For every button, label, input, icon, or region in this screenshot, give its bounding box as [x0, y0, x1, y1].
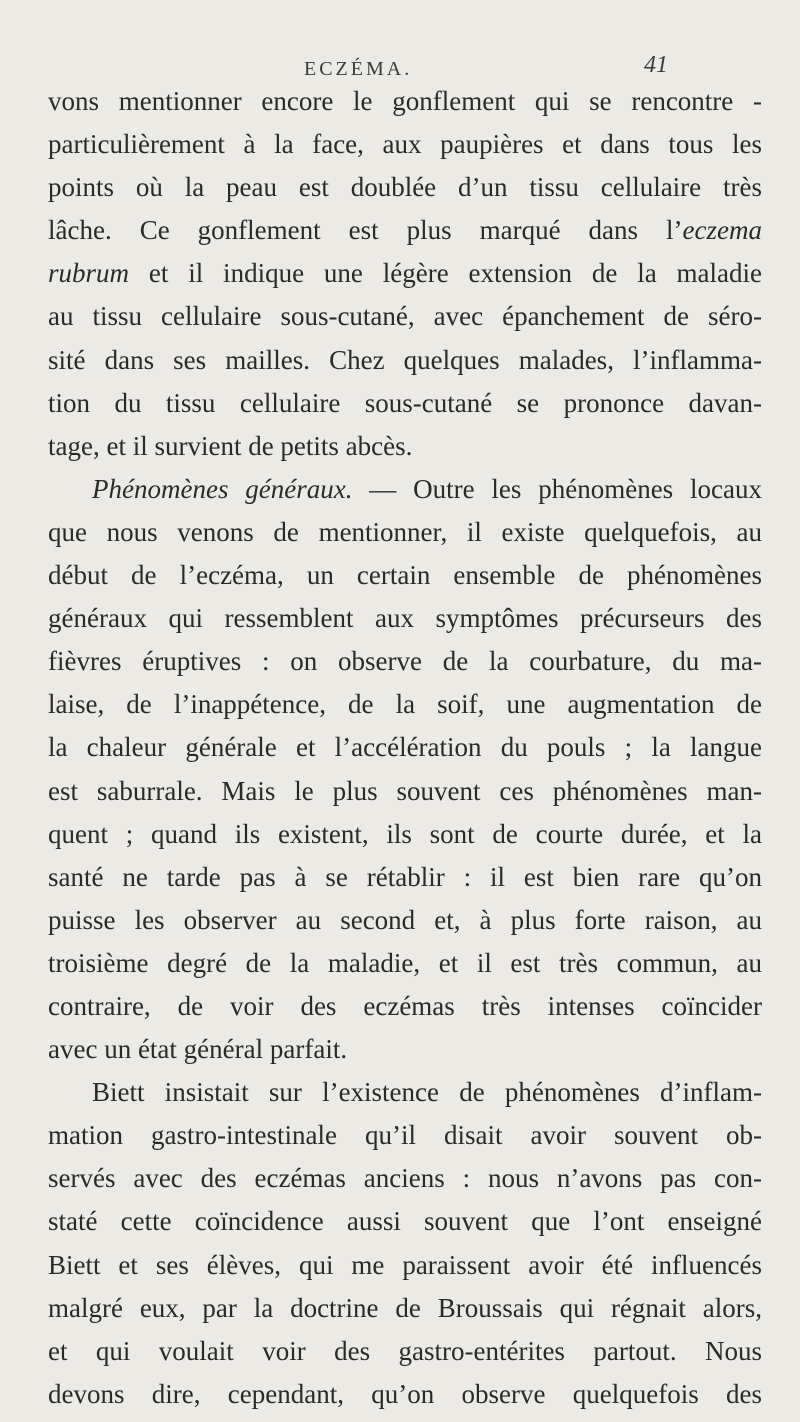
text-line: troisième degré de la maladie, et il est très commun, au: [48, 947, 762, 978]
text-line: est saburrale. Mais le plus souvent ces phénomènes man-: [48, 775, 762, 806]
text-line: staté cette coïncidence aussi souvent que l’ont enseigné: [48, 1206, 762, 1237]
text-line: Biett insistait sur l’existence de phénomènes d’inflam-: [92, 1077, 762, 1108]
text-line: devons dire, cependant, qu’on observe quelquefois des: [48, 1378, 762, 1409]
italic-term: eczema: [682, 215, 762, 246]
text-line: sité dans ses mailles. Chez quelques malades, l’inflamma-: [48, 344, 762, 375]
text-line: mation gastro-intestinale qu’il disait avoir souvent ob-: [48, 1120, 762, 1151]
text-line: fièvres éruptives : on observe de la courbature, du ma-: [48, 646, 762, 677]
text-line: tage, et il survient de petits abcès.: [48, 430, 413, 461]
text-line: quent ; quand ils existent, ils sont de courte durée, et la: [48, 818, 762, 849]
text-line: et qui voulait voir des gastro-entérites partout. Nous: [48, 1335, 762, 1366]
italic-term: rubrum: [48, 258, 130, 289]
text-line: laise, de l’inappétence, de la soif, une augmentation de: [48, 689, 762, 720]
text-line: la chaleur générale et l’accélération du pouls ; la langue: [48, 732, 762, 763]
text-line: généraux qui ressemblent aux symptômes précurseurs des: [48, 603, 762, 634]
page-number: 41: [644, 52, 668, 78]
section-heading: Phénomènes généraux.: [92, 473, 353, 504]
text-line: vons mentionner encore le gonflement qui se rencontre -: [48, 86, 762, 116]
text-line: malgré eux, par la doctrine de Broussais qui régnait alors,: [48, 1292, 762, 1323]
text-line: puisse les observer au second et, à plus forte raison, au: [48, 904, 762, 935]
text-line: au tissu cellulaire sous-cutané, avec épanchement de séro-: [48, 301, 762, 332]
text-line: Biett et ses élèves, qui me paraissent avoir été influencés: [48, 1249, 762, 1280]
body-text: [48, 80, 762, 1416]
text-line: tion du tissu cellulaire sous-cutané se prononce davan-: [48, 387, 762, 418]
text-line: avec un état général parfait.: [48, 1034, 348, 1065]
running-head: ECZÉMA.: [304, 58, 413, 80]
text-line: santé ne tarde pas à se rétablir : il est bien rare qu’on: [48, 861, 762, 892]
text-line: lâche. Ce gonflement est plus marqué dans l’eczema: [48, 215, 762, 246]
text-line: contraire, de voir des eczémas très intenses coïncider: [48, 990, 762, 1021]
text-line: que nous venons de mentionner, il existe quelquefois, au: [48, 516, 762, 547]
text-line: rubrum et il indique une légère extension de la maladie: [48, 258, 762, 289]
text-line: particulièrement à la face, aux paupières et dans tous les: [48, 129, 762, 160]
text-line: servés avec des eczémas anciens : nous n’avons pas con-: [48, 1163, 762, 1194]
text-line: points où la peau est doublée d’un tissu cellulaire très: [48, 172, 762, 203]
section-heading-line: Phénomènes généraux. — Outre les phénomènes locaux: [92, 473, 762, 504]
text-line: début de l’eczéma, un certain ensemble de phénomènes: [48, 560, 762, 591]
